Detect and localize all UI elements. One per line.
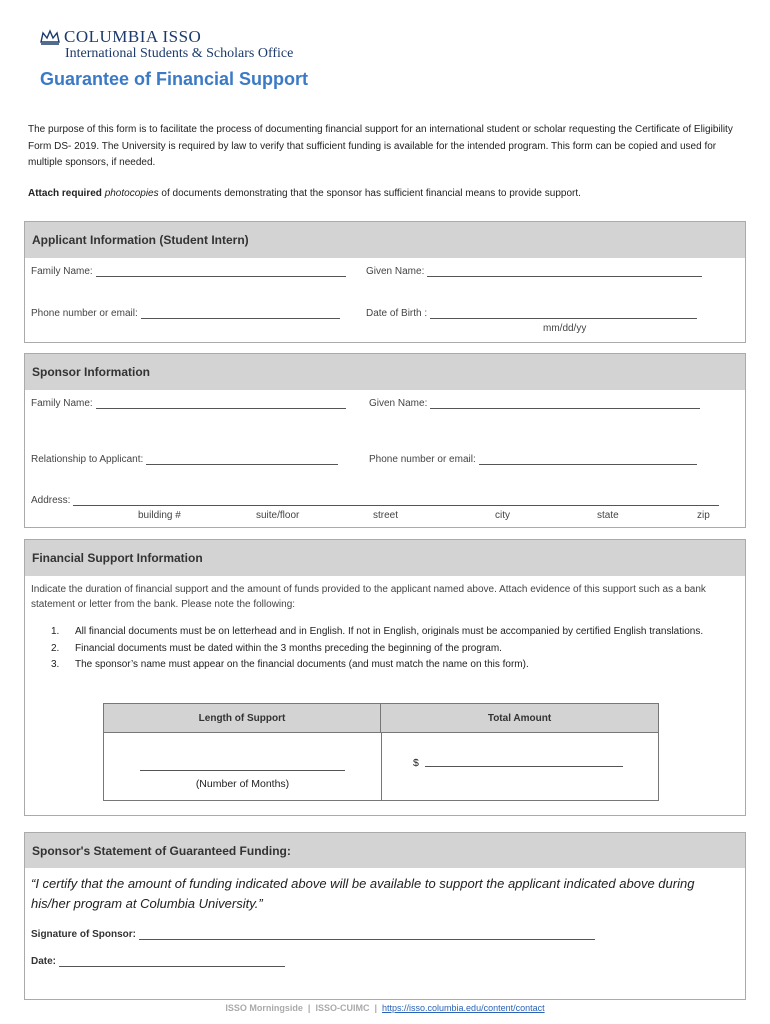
applicant-section — [24, 221, 746, 343]
logo-title: COLUMBIA ISSO — [64, 27, 202, 46]
address-part-street: street — [373, 510, 399, 521]
length-of-support-header: Length of Support — [104, 704, 381, 732]
contact-link[interactable]: https://isso.columbia.edu/content/contact — [382, 1003, 545, 1013]
sponsor-given-name-field[interactable]: Given Name: — [369, 398, 700, 409]
attach-italic: photocopies — [104, 188, 159, 199]
address-part-state: state — [597, 510, 619, 521]
applicant-heading: Applicant Information (Student Intern) — [25, 222, 745, 258]
footer-sep-2: | — [374, 1003, 377, 1013]
form-title: Guarantee of Financial Support — [40, 69, 309, 89]
attach-rest: of documents demonstrating that the sponsor has sufficient financial means to provide support. — [161, 188, 581, 199]
logo — [40, 27, 201, 47]
footer-cuimc: ISSO-CUIMC — [315, 1003, 370, 1013]
footer-sep-1: | — [307, 1003, 311, 1013]
months-input[interactable] — [140, 761, 345, 771]
date-field[interactable]: Date: — [31, 956, 285, 967]
total-amount-header: Total Amount — [487, 712, 552, 724]
list-item: 2. Financial documents must be dated within the 3 months preceding the beginning of the program. — [51, 642, 502, 654]
sponsor-family-name-field[interactable]: Family Name: — [31, 398, 346, 409]
address-part-building: building # — [138, 510, 181, 521]
applicant-family-name-field[interactable]: Family Name: — [31, 266, 346, 277]
list-item: 1. All financial documents must be on letterhead and in English. If not in English, originals must be accompanied by certified English translations. — [51, 626, 704, 637]
statement-section — [24, 832, 746, 1000]
address-part-suite: suite/floor — [256, 510, 300, 521]
financial-description: Indicate the duration of financial support and the amount of funds provided to the applicant named above. Attach evidence of this support such as a bank statement or letter from the bank. Please note the following: — [31, 584, 706, 610]
attach-note — [28, 188, 581, 199]
sponsor-phone-field[interactable]: Phone number or email: — [369, 454, 697, 465]
applicant-given-name-field[interactable]: Given Name: — [366, 266, 702, 277]
support-table — [103, 703, 659, 801]
financial-notes — [51, 624, 731, 674]
dob-format-hint: mm/dd/yy — [543, 323, 587, 334]
relationship-field[interactable]: Relationship to Applicant: — [31, 454, 338, 465]
address-field[interactable]: Address: — [31, 495, 719, 506]
applicant-dob-field[interactable]: Date of Birth : — [366, 308, 697, 319]
statement-heading: Sponsor's Statement of Guaranteed Funding: — [25, 833, 745, 868]
currency-symbol: $ — [413, 757, 419, 769]
list-item: 3. The sponsor’s name must appear on the financial documents (and must match the name on this form). — [51, 659, 529, 670]
address-part-city: city — [495, 510, 510, 521]
attach-bold: Attach required — [28, 188, 102, 199]
footer — [0, 1003, 770, 1013]
certification-quote: “I certify that the amount of funding indicated above will be available to support the applicant indicated above during his/her program at Columbia University.” — [31, 876, 695, 911]
financial-heading: Financial Support Information — [25, 540, 745, 576]
intro-paragraph: The purpose of this form is to facilitate the process of documenting financial support for an international student or scholar requesting the Certificate of Eligibility Form DS- 2019. The University is required by law to verify that sufficient funding is available for the intended program. This form can be copied and used for multiple sponsors, if needed. — [28, 124, 733, 168]
amount-input[interactable] — [425, 756, 623, 767]
applicant-phone-field[interactable]: Phone number or email: — [31, 308, 340, 319]
sponsor-heading: Sponsor Information — [25, 354, 745, 390]
logo-subtitle: International Students & Scholars Office — [65, 46, 294, 61]
signature-field[interactable]: Signature of Sponsor: — [31, 929, 595, 940]
crown-icon — [40, 29, 60, 45]
address-part-zip: zip — [697, 510, 710, 521]
months-label: (Number of Months) — [195, 778, 290, 790]
footer-morningside: ISSO Morningside — [225, 1003, 303, 1013]
